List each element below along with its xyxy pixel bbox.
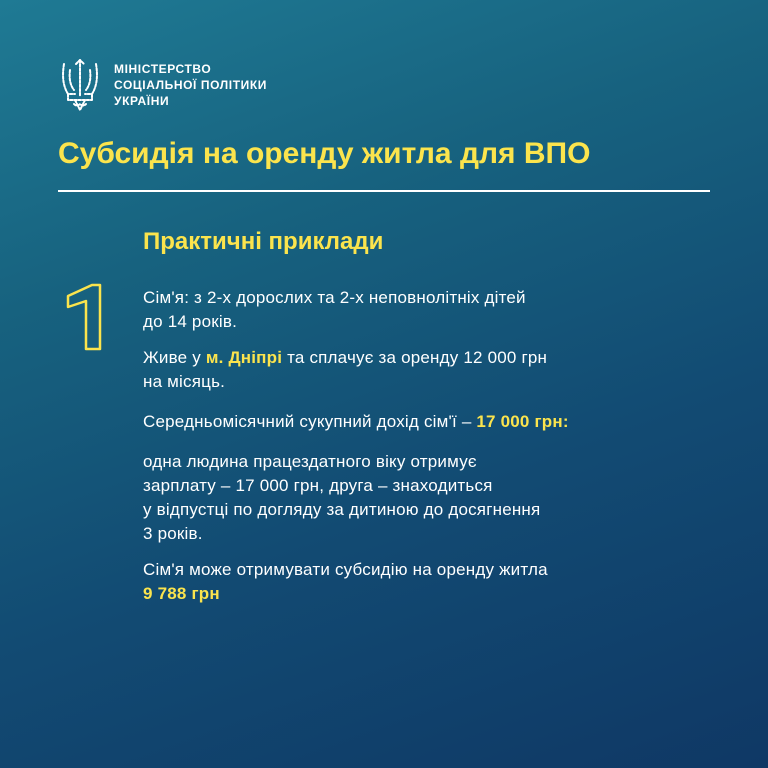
page-title: Субсидія на оренду житла для ВПО	[58, 137, 591, 170]
ministry-name	[114, 61, 267, 109]
family-line-2: до 14 років.	[143, 312, 238, 331]
title-divider	[58, 190, 710, 192]
ministry-name-line1: МІНІСТЕРСТВО	[114, 62, 212, 76]
result-line-1: Сім'я може отримувати субсидію на оренду житла	[143, 560, 548, 579]
trident-icon	[58, 58, 102, 112]
detail-line-2: зарплату – 17 000 грн, друга – знаходиться	[143, 476, 493, 495]
income-value: 17 000 грн:	[476, 412, 569, 431]
ministry-name-line3: УКРАЇНИ	[114, 94, 170, 108]
example-body	[143, 286, 723, 606]
section-title: Практичні приклади	[143, 228, 384, 255]
result-value: 9 788 грн	[143, 584, 220, 603]
detail-line-1: одна людина працездатного віку отримує	[143, 452, 477, 471]
residence-prefix: Живе у	[143, 348, 206, 367]
detail-line-4: 3 років.	[143, 524, 203, 543]
residence-line-1	[143, 346, 723, 370]
ministry-name-line2: СОЦІАЛЬНОЇ ПОЛІТИКИ	[114, 78, 268, 92]
income-line	[143, 410, 723, 434]
ministry-header	[58, 58, 267, 112]
income-prefix: Середньомісячний сукупний дохід сім'ї –	[143, 412, 477, 431]
detail-line-3: у відпустці по догляду за дитиною до досягнення	[143, 500, 541, 519]
residence-rent: та сплачує за оренду 12 000 грн	[282, 348, 548, 367]
example-number-one	[62, 282, 106, 352]
residence-city: м. Дніпрі	[205, 348, 283, 367]
residence-line-2: на місяць.	[143, 372, 226, 391]
family-line-1: Сім'я: з 2-х дорослих та 2-х неповнолітніх дітей	[143, 288, 526, 307]
